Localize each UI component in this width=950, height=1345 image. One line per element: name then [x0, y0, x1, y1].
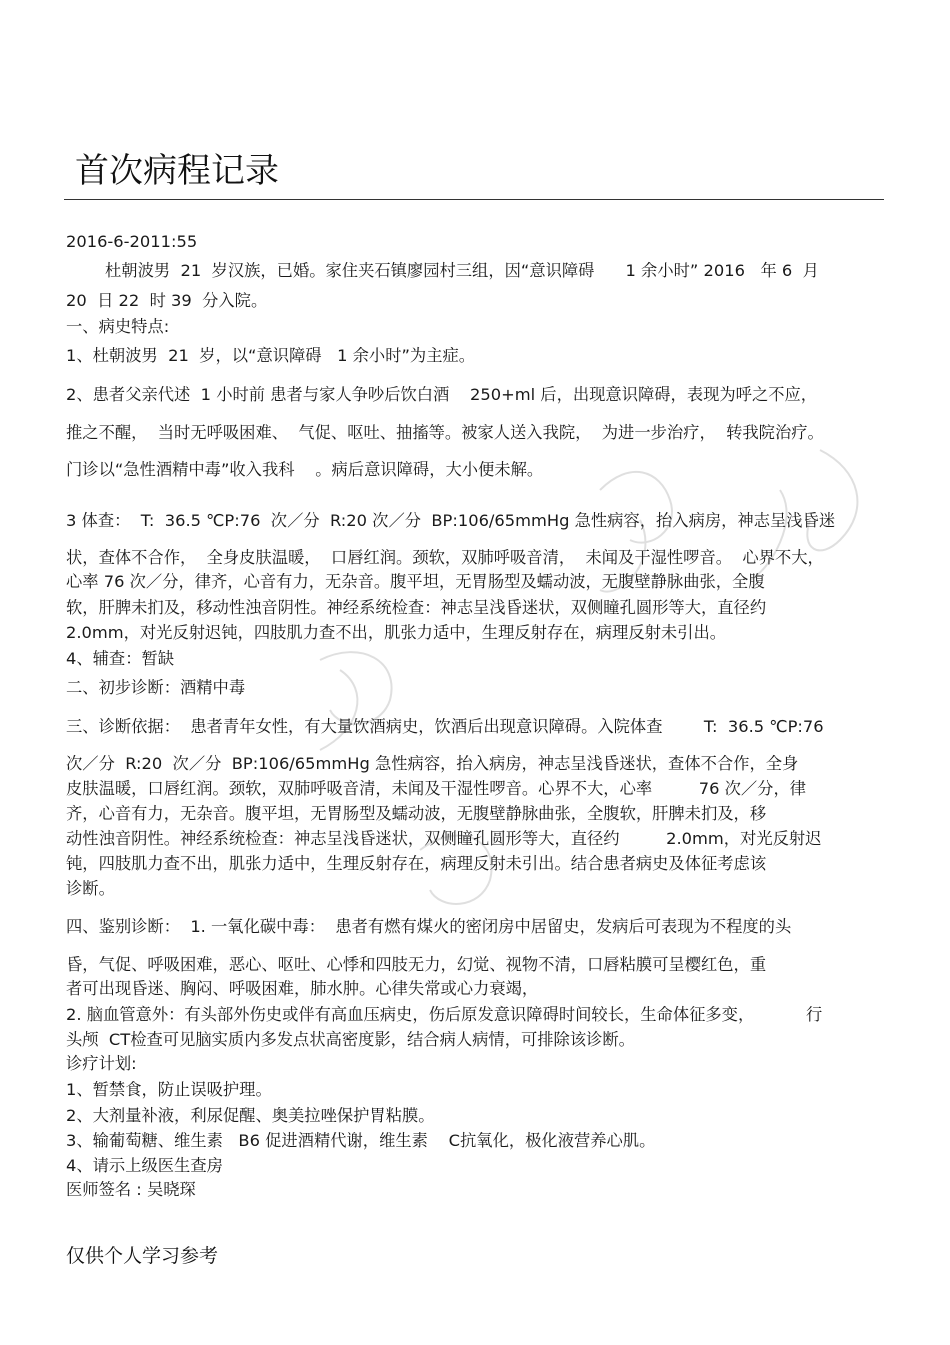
- text-line: 次／分 R:20 次／分 BP:106/65mmHg 急性病容，抬入病房，神志呈浅昏迷状，查体不合作，全身: [66, 754, 799, 773]
- text-line: 4、辅查：暂缺: [66, 649, 175, 668]
- text-line: 状，查体不合作， 全身皮肤温暖， 口唇红润。颈软，双肺呼吸音清， 未闻及干湿性啰音。 心界不大，: [66, 548, 824, 567]
- text-line: 者可出现昏迷、胸闷、呼吸困难，肺水肿。心律失常或心力衰竭，: [66, 979, 539, 998]
- text-line: 头颅 CT检查可见脑实质内多发点状高密度影，结合病人病情，可排除该诊断。: [66, 1030, 635, 1049]
- list-item: 4、请示上级医生查房: [66, 1156, 223, 1175]
- list-item: 2、大剂量补液，利尿促醒、奥美拉唑保护胃粘膜。: [66, 1106, 435, 1125]
- text-line: 四、鉴别诊断： 1. 一氧化碳中毒： 患者有燃有煤火的密闭房中居留史，发病后可表现为不程度的头: [66, 917, 792, 936]
- text-line: 推之不醒， 当时无呼吸困难、 气促、呕吐、抽搐等。被家人送入我院， 为进一步治疗， 转我院治疗。: [66, 423, 824, 442]
- section-heading: 二、初步诊断：酒精中毒: [66, 678, 246, 697]
- page-title: 首次病程记录: [75, 151, 279, 191]
- section-heading: 诊疗计划:: [66, 1054, 137, 1073]
- text-line: 诊断。: [66, 879, 115, 898]
- physician-signature: 医师签名 : 吴晓琛: [66, 1180, 196, 1199]
- text-line: 1、杜朝波男 21 岁，以“意识障碍 1 余小时”为主症。: [66, 346, 476, 365]
- text-line: 3 体查： T: 36.5 ℃P:76 次／分 R:20 次／分 BP:106/65mmHg 急性病容，抬入病房，神志呈浅昏迷: [66, 511, 836, 530]
- text-line: 杜朝波男 21 岁汉族，已婚。家住夹石镇廖园村三组，因“意识障碍 1 余小时” 2016 年 6 月: [105, 261, 819, 280]
- text-line: 皮肤温暖，口唇红润。颈软，双肺呼吸音清，未闻及干湿性啰音。心界不大，心率 76 次／分，律: [66, 779, 807, 798]
- title-divider: [64, 199, 884, 200]
- text-line: 齐，心音有力，无杂音。腹平坦，无胃肠型及蠕动波，无腹壁静脉曲张，全腹软，肝脾未扪及，移: [66, 804, 767, 823]
- list-item: 1、暂禁食，防止误吸护理。: [66, 1080, 272, 1099]
- section-heading: 一、病史特点:: [66, 317, 170, 336]
- text-line: 2. 脑血管意外：有头部外伤史或伴有高血压病史，伤后原发意识障碍时间较长，生命体征多变， 行: [66, 1005, 823, 1024]
- text-line: 心率 76 次／分，律齐，心音有力，无杂音。腹平坦，无胃肠型及蠕动波，无腹壁静脉曲张，全腹: [66, 572, 765, 591]
- list-item: 3、输葡萄糖、维生素 B6 促进酒精代谢，维生素 C抗氧化，极化液营养心肌。: [66, 1131, 656, 1150]
- text-line: 三、诊断依据： 患者青年女性，有大量饮酒病史，饮酒后出现意识障碍。入院体查 T: 36.5 ℃P:76: [66, 717, 824, 736]
- text-line: 钝，四肢肌力查不出，肌张力适中，生理反射存在，病理反射未引出。结合患者病史及体征考虑该: [66, 854, 767, 873]
- record-datetime: 2016-6-2011:55: [66, 232, 198, 251]
- text-line: 2.0mm，对光反射迟钝，四肢肌力查不出，肌张力适中，生理反射存在，病理反射未引出。: [66, 623, 727, 642]
- footer-note: 仅供个人学习参考: [66, 1245, 219, 1267]
- text-line: 20 日 22 时 39 分入院。: [66, 291, 268, 310]
- text-line: 昏，气促、呼吸困难，恶心、呕吐、心悸和四肢无力，幻觉、视物不清，口唇粘膜可呈樱红色，重: [66, 955, 767, 974]
- text-line: 软，肝脾未扪及，移动性浊音阴性。神经系统检查：神志呈浅昏迷状，双侧瞳孔圆形等大，直径约: [66, 598, 767, 617]
- text-line: 2、患者父亲代述 1 小时前 患者与家人争吵后饮白酒 250+ml 后，出现意识障碍，表现为呼之不应，: [66, 385, 818, 404]
- text-line: 动性浊音阴性。神经系统检查：神志呈浅昏迷状，双侧瞳孔圆形等大，直径约 2.0mm，对光反射迟: [66, 829, 822, 848]
- text-line: 门诊以“急性酒精中毒”收入我科 。病后意识障碍，大小便未解。: [66, 460, 544, 479]
